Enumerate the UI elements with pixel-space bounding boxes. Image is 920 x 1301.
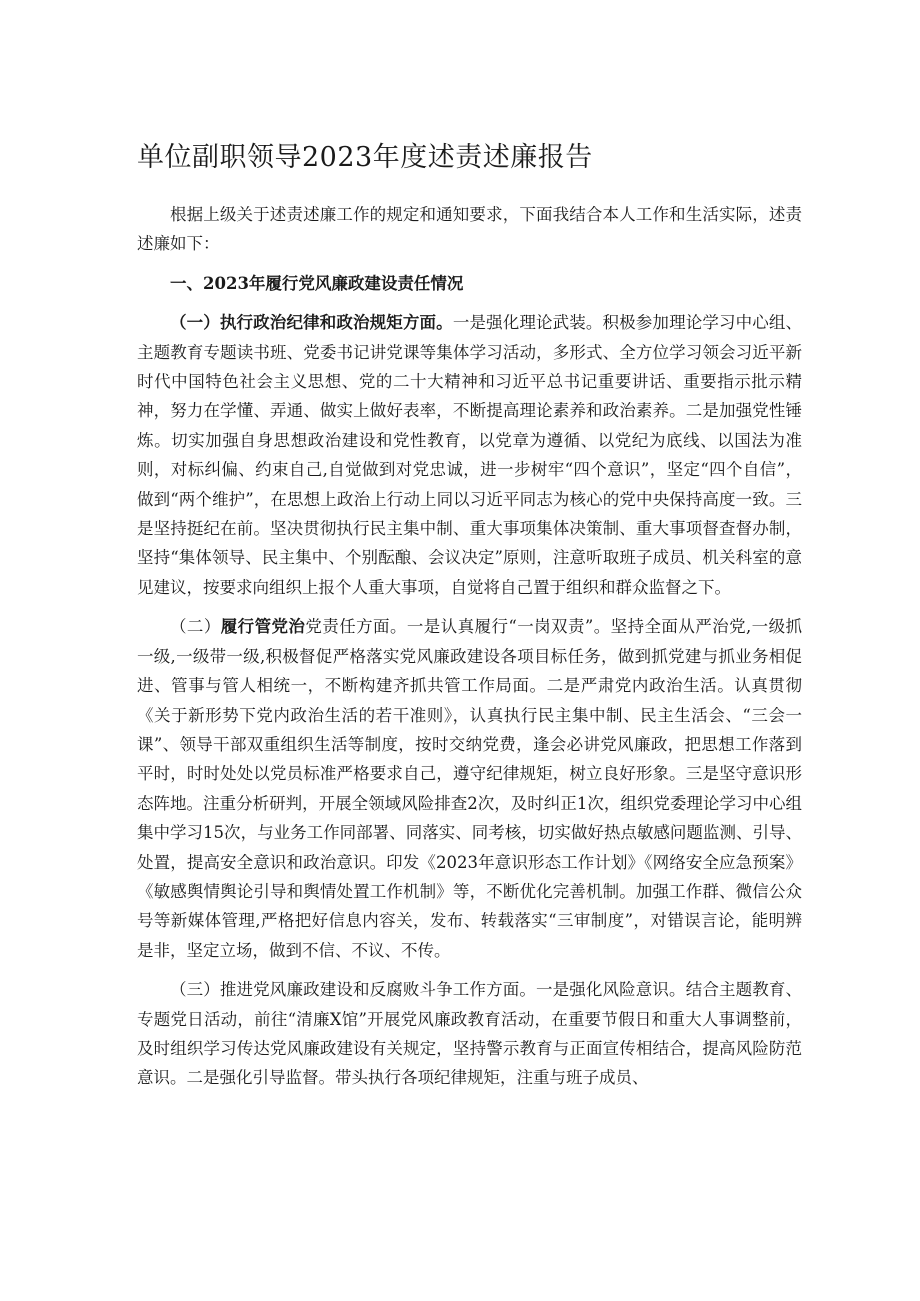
paragraph-1-lead: （一）执行政治纪律和政治规矩方面。 [170, 313, 453, 333]
paragraph-2-body: 党责任方面。一是认真履行“一岗双责”。坚持全面从严治党,一级抓一级,一级带一级,积极督促严格落实党风廉政建设各项目标任务，做到抓党建与抓业务相促进、管事与管人相统一，不断构建齐抓共管工作局面。二是严肃党内政治生活。认真贯彻《关于新形势下党内政治生活的若干准则》，认真执行民主集中制、民主生活会、“三会一课”、领导干部双重组织生活等制度，按时交纳党费，逢会必讲党风廉政，把思想工作落到平时，时时处处以党员标准严格要求自己，遵守纪律规矩，树立良好形象。三是坚守意识形态阵地。注重分析研判，开展全领域风险排查2次，及时纠正1次，组织党委理论学习中心组集中学习15次，与业务工作同部署、同落实、同考核，切实做好热点敏感问题监测、引导、处置，提高安全意识和政治意识。印发《2023年意识形态工作计划》《网络安全应急预案》《敏感舆情舆论引导和舆情处置工作机制》等，不断优化完善机制。加强工作群、微信公众号等新媒体管理,严格把好信息内容关，发布、转载落实“三审制度”，对错误言论，能明辨是非，坚定立场，做到不信、不议、不传。 [137, 617, 803, 960]
paragraph-2 [137, 612, 802, 965]
intro-paragraph: 根据上级关于述责述廉工作的规定和通知要求，下面我结合本人工作和生活实际，述责述廉如下： [137, 205, 802, 254]
section-heading: 一、2023年履行党风廉政建设责任情况 [170, 273, 464, 293]
paragraph-2-lead-plain: （二） [170, 617, 221, 637]
paragraph-1-body: 一是强化理论武装。积极参加理论学习中心组、主题教育专题读书班、党委书记讲党课等集体学习活动，多形式、全方位学习领会习近平新时代中国特色社会主义思想、党的二十大精神和习近平总书记重要讲话、重要指示批示精神，努力在学懂、弄通、做实上做好表率，不断提高理论素养和政治素养。二是加强党性锤炼。切实加强自身思想政治建设和党性教育，以党章为遵循、以党纪为底线、以国法为准则，对标纠偏、约束自己,自觉做到对党忠诚，进一步树牢“四个意识”，坚定“四个自信”，做到“两个维护”，在思想上政治上行动上同以习近平同志为核心的党中央保持高度一致。三是坚持挺纪在前。坚决贯彻执行民主集中制、重大事项集体决策制、重大事项督查督办制，坚持“集体领导、民主集中、个别酝酿、会议决定”原则，注意听取班子成员、机关科室的意见建议，按要求向组织上报个人重大事项，自觉将自己置于组织和群众监督之下。 [137, 313, 803, 597]
document-title: 单位副职领导2023年度述责述廉报告 [137, 142, 593, 173]
paragraph-3: （三）推进党风廉政建设和反腐败斗争工作方面。一是强化风险意识。结合主题教育、专题党日活动，前往“清廉X馆”开展党风廉政教育活动，在重要节假日和重大人事调整前，及时组织学习传达党风廉政建设有关规定，坚持警示教育与正面宣传相结合，提高风险防范意识。二是强化引导监督。带头执行各项纪律规矩，注重与班子成员、 [137, 980, 802, 1088]
paragraph-2-lead-bold: 履行管党治 [220, 617, 306, 637]
paragraph-1 [137, 308, 802, 602]
